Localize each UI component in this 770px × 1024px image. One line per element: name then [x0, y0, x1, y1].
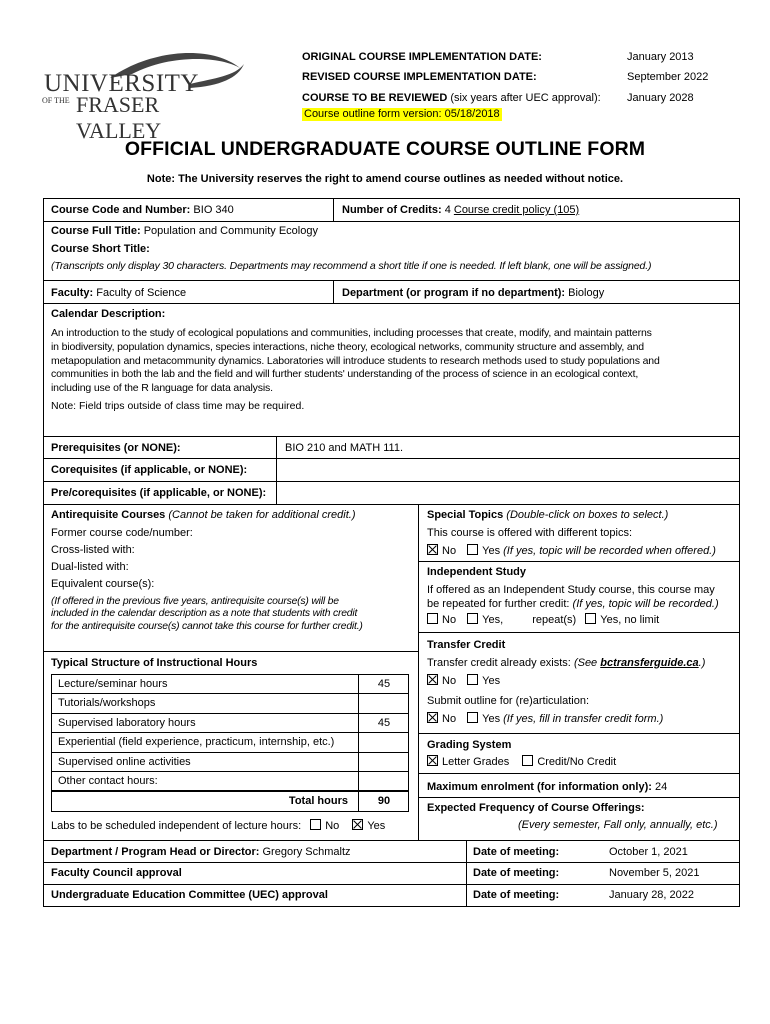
special-topics-no-checkbox[interactable] — [427, 544, 438, 555]
review-date-note: (six years after UEC approval): — [450, 92, 601, 104]
special-topics-label: Special Topics — [427, 509, 504, 521]
transfer-exists-yes-checkbox[interactable] — [467, 674, 478, 685]
original-date-value: January 2013 — [627, 51, 694, 63]
max-enrolment-label: Maximum enrolment (for information only): — [427, 781, 652, 793]
special-topics-note: (Double-click on boxes to select.) — [506, 509, 669, 521]
total-hours-label: Total hours — [288, 795, 348, 808]
total-row — [52, 791, 408, 810]
uec-label: Undergraduate Education Committee (UEC) approval — [51, 889, 328, 901]
submit-outline-text: Submit outline for (re)articulation: — [427, 695, 590, 707]
frequency-note: (Every semester, Fall only, annually, etc.) — [518, 819, 718, 831]
coreq-label: Corequisites (if applicable, or NONE): — [51, 464, 248, 476]
independent-no-checkbox[interactable] — [427, 613, 438, 624]
full-title-value: Population and Community Ecology — [143, 225, 318, 237]
course-code-label: Course Code and Number: — [51, 204, 191, 216]
calendar-description — [51, 327, 736, 396]
revised-date-label: REVISED COURSE IMPLEMENTATION DATE: — [302, 71, 537, 83]
transfer-exists-no-checkbox[interactable] — [427, 674, 438, 685]
table-row: Supervised online activities — [52, 753, 408, 772]
no-limit-checkbox[interactable] — [585, 613, 596, 624]
meeting-date-value: January 28, 2022 — [609, 889, 695, 901]
credits-value: 4 — [444, 204, 451, 216]
revised-date-value: September 2022 — [627, 71, 709, 83]
letter-grades-checkbox[interactable] — [427, 755, 438, 766]
antireq-note: (Cannot be taken for additional credit.) — [168, 509, 356, 521]
independent-study-label: Independent Study — [427, 566, 526, 578]
short-title-note: (Transcripts only display 30 characters. Departments may recommend a short title if one is needed. If left blank, one will be assigned.) — [51, 260, 652, 272]
meeting-date-value: October 1, 2021 — [609, 846, 688, 858]
calendar-line: communities in both the lab and the field and will further students' understanding of the process of science in an ecological context, — [51, 368, 639, 381]
hours-table — [51, 674, 409, 812]
page-title: OFFICIAL UNDERGRADUATE COURSE OUTLINE FORM — [124, 138, 646, 160]
short-title-label: Course Short Title: — [51, 243, 150, 255]
antireq-label: Antirequisite Courses — [51, 509, 166, 521]
review-date-value: January 2028 — [627, 92, 694, 104]
original-date-label: ORIGINAL COURSE IMPLEMENTATION DATE: — [302, 51, 542, 63]
calendar-line: including use of the R language for data analysis. — [51, 382, 273, 395]
calendar-line: in biodiversity, population dynamics, species interactions, niche theory, ecological networks, community structure and assembly, and — [51, 340, 644, 353]
table-row: Other contact hours: — [52, 772, 408, 791]
credits-label: Number of Credits: — [342, 204, 442, 216]
meeting-date-label: Date of meeting: — [473, 889, 560, 901]
independent-study-text1: If offered as an Independent Study course, this course may — [427, 584, 715, 596]
head-label: Department / Program Head or Director: — [51, 846, 260, 858]
structure-label: Typical Structure of Instructional Hours — [51, 657, 258, 669]
transfer-credit-label: Transfer Credit — [427, 639, 506, 651]
labs-yes-checkbox[interactable] — [352, 819, 363, 830]
calendar-line: An introduction to the study of ecological populations and communities, including processes that create, modify, and maintain patterns — [51, 327, 652, 339]
repeats-label: repeat(s) — [532, 614, 577, 626]
frequency-label: Expected Frequency of Course Offerings: — [427, 802, 645, 814]
independent-yes-checkbox[interactable] — [467, 613, 478, 624]
table-row: Lecture/seminar hours 45 — [52, 675, 408, 694]
faculty-label: Faculty: — [51, 287, 94, 299]
logo-fraser-valley: FRASER VALLEY — [76, 92, 162, 143]
full-title-label: Course Full Title: — [51, 225, 141, 237]
faculty-value: Faculty of Science — [96, 287, 187, 299]
council-label: Faculty Council approval — [51, 867, 182, 879]
hours-value[interactable]: 45 — [377, 678, 391, 690]
credit-policy-link[interactable]: Course credit policy (105) — [453, 204, 580, 216]
department-value: Biology — [568, 287, 605, 299]
logo-of-the: OF THE — [42, 96, 70, 105]
rearticulation-yes-checkbox[interactable] — [467, 712, 478, 723]
course-code-value: BIO 340 — [193, 204, 234, 216]
cross-listed-label: Cross-listed with: — [51, 544, 135, 556]
special-topics-yes-checkbox[interactable] — [467, 544, 478, 555]
special-topics-text: This course is offered with different topics: — [427, 527, 633, 539]
table-row: Tutorials/workshops — [52, 694, 408, 713]
former-code-label: Former course code/number: — [51, 527, 193, 539]
head-value: Gregory Schmaltz — [262, 846, 351, 858]
prereq-label: Prerequisites (or NONE): — [51, 442, 181, 454]
credit-no-credit-checkbox[interactable] — [522, 755, 533, 766]
field-trip-note: Note: Field trips outside of class time may be required. — [51, 400, 305, 412]
antireq-explanation: (If offered in the previous five years, antirequisite course(s) will be included in the calendar description as a note that students with credit for the antirequisite course(s) cannot take this course for further credit.) — [51, 596, 363, 632]
equivalent-label: Equivalent course(s): — [51, 578, 155, 590]
review-date-label: COURSE TO BE REVIEWED — [302, 92, 448, 104]
form-version: Course outline form version: 05/18/2018 — [304, 108, 500, 120]
prereq-value[interactable]: BIO 210 and MATH 111. — [285, 442, 404, 454]
logo-university: UNIVERSITY — [44, 70, 199, 97]
rearticulation-no-checkbox[interactable] — [427, 712, 438, 723]
meeting-date-label: Date of meeting: — [473, 867, 560, 879]
department-label: Department (or program if no department): — [342, 287, 566, 299]
grading-label: Grading System — [427, 739, 512, 751]
labs-schedule-label: Labs to be scheduled independent of lecture hours: — [51, 820, 302, 832]
table-row: Experiential (field experience, practicum, internship, etc.) — [52, 733, 408, 752]
ufv-logo — [40, 48, 245, 143]
calendar-label: Calendar Description: — [51, 308, 166, 320]
hours-value[interactable]: 45 — [377, 716, 391, 729]
total-hours-value: 90 — [377, 795, 391, 808]
amend-note: Note: The University reserves the right to amend course outlines as needed without notice. — [146, 173, 624, 185]
table-row: Supervised laboratory hours 45 — [52, 714, 408, 733]
dual-listed-label: Dual-listed with: — [51, 561, 129, 573]
meeting-date-label: Date of meeting: — [473, 846, 560, 858]
calendar-line: metapopulation and metacommunity dynamics. Laboratories will introduce students to research methods used to study populations and — [51, 354, 660, 367]
meeting-date-value: November 5, 2021 — [609, 867, 700, 879]
precoreq-label: Pre/corequisites (if applicable, or NONE): — [51, 487, 267, 499]
labs-no-checkbox[interactable] — [310, 819, 321, 830]
bctransferguide-link[interactable]: bctransferguide.ca — [600, 657, 699, 669]
max-enrolment-value[interactable]: 24 — [654, 781, 668, 793]
